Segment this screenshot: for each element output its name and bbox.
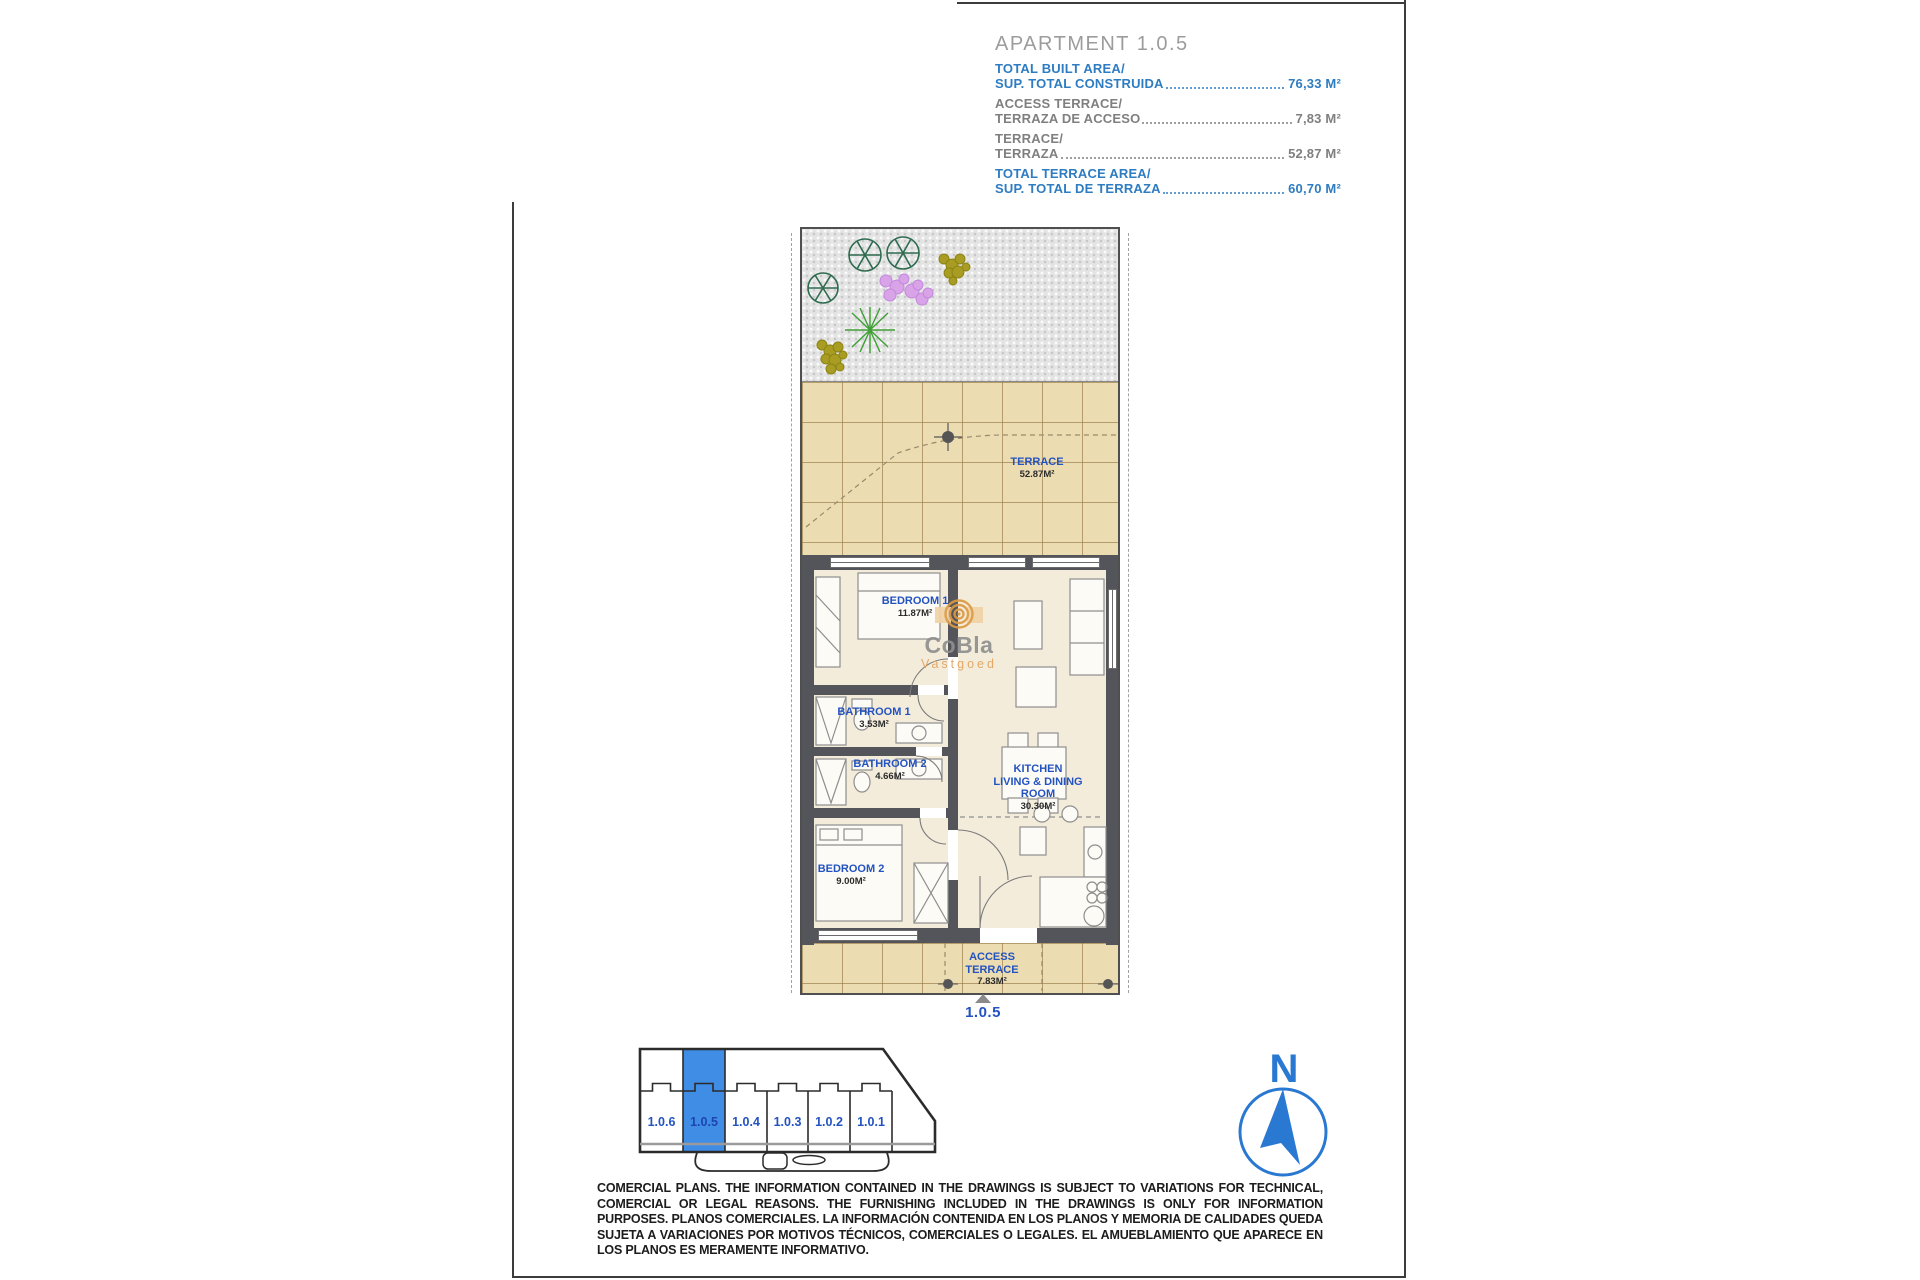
svg-text:1.0.4: 1.0.4: [732, 1115, 760, 1129]
area-label: TOTAL TERRACE AREA/: [995, 166, 1151, 181]
area-row-total-built: [995, 61, 1341, 91]
site-boundary-dash-left: [791, 233, 792, 993]
watermark-subtitle: Vastgoed: [921, 657, 997, 671]
balcony-line: [640, 1084, 892, 1092]
north-arrow: [1227, 1048, 1342, 1180]
page-title: APARTMENT 1.0.5: [995, 33, 1189, 55]
dotted-leader: [1166, 87, 1284, 89]
sofa-icon: [1070, 579, 1104, 675]
watermark-name: CoBla: [924, 632, 994, 658]
coffee-table-icon: [1016, 667, 1056, 707]
unit-cell-103[interactable]: [767, 1091, 808, 1152]
compass-needle-icon: [1260, 1089, 1300, 1165]
area-value: 76,33 M²: [1288, 76, 1341, 91]
room-label-terrace: TERRACE 52.87M²: [1010, 456, 1064, 480]
unit-cell-101[interactable]: [850, 1091, 892, 1152]
kitchen-sink-icon: [1084, 906, 1104, 926]
area-label: TERRACE/: [995, 131, 1064, 146]
driveway: [695, 1153, 889, 1171]
dotted-leader: [1142, 122, 1291, 124]
entrance-marker: [965, 994, 1001, 1021]
area-row-terrace: [995, 131, 1341, 161]
room-label-access-terrace: ACCESS TERRACE 7.83M²: [965, 951, 1019, 987]
unit-number-label: 1.0.5: [965, 1004, 1001, 1021]
unit-cell-104[interactable]: [725, 1091, 767, 1152]
dotted-leader: [1163, 192, 1284, 194]
area-value: 7,83 M²: [1295, 111, 1341, 126]
sheet-border-bottom: [512, 1276, 1406, 1278]
north-label: N: [1269, 1048, 1299, 1091]
svg-text:1.0.1: 1.0.1: [857, 1115, 885, 1129]
title-block: [995, 33, 1341, 201]
entrance-arrow-icon: [975, 994, 991, 1003]
entrance-door-icon: [763, 1153, 787, 1169]
area-row-access-terrace: [995, 96, 1341, 126]
terrace-path: [806, 423, 1116, 527]
area-label-es: SUP. TOTAL CONSTRUIDA: [995, 76, 1164, 91]
dotted-leader: [1061, 157, 1285, 159]
sheet-border-top: [957, 2, 1406, 4]
sheet-border-left: [512, 202, 514, 1278]
oven-icon: [1084, 827, 1106, 877]
area-value: 60,70 M²: [1288, 181, 1341, 196]
area-label: TOTAL BUILT AREA/: [995, 61, 1125, 76]
area-label-es: TERRAZA DE ACCESO: [995, 111, 1141, 126]
svg-text:1.0.6: 1.0.6: [647, 1115, 676, 1129]
building-unit-selector: [635, 1047, 955, 1179]
room-label-bedroom2: BEDROOM 2 9.00M²: [817, 863, 885, 887]
disclaimer-text: COMERCIAL PLANS. THE INFORMATION CONTAINED IN THE DRAWINGS IS SUBJECT TO VARIATIONS FOR TECHNICAL, COMERCIAL OR LEGAL REASONS. THE FURNISHING INCLUDED IN THE DRAWINGS IS ONLY FOR INFORMATION PURPOSES. PLANOS COMERCIALES. LA INFORMACIÓN CONTENIDA EN LOS PLANOS Y MEMORIA DE CALIDADES QUEDA SUJETA A VARIACIONES POR MOTIVOS TÉCNICOS, COMERCIALES O LEGALES. EL AMUEBLAMIENTO QUE APARECE EN LOS PLANOS ES MERAMENTE INFORMATIVO.: [597, 1181, 1323, 1257]
sink-icon: [912, 726, 926, 740]
area-row-total-terrace: [995, 166, 1341, 196]
watermark: [899, 589, 1019, 671]
svg-text:1.0.3: 1.0.3: [773, 1115, 802, 1129]
room-label-kitchen: KITCHEN LIVING & DINING ROOM 30.30M²: [993, 763, 1083, 812]
sheet-border-right: [1404, 0, 1406, 1278]
room-label-bedroom1: BEDROOM 1 11.87M²: [881, 595, 949, 619]
unit-cell-106[interactable]: [640, 1091, 683, 1152]
unit-cell-105[interactable]: [683, 1050, 725, 1152]
unit-cell-102[interactable]: [808, 1091, 850, 1152]
area-value: 52,87 M²: [1288, 146, 1341, 161]
planter-icon: [793, 1156, 825, 1165]
room-label-bathroom2: BATHROOM 2 4.66M²: [853, 758, 927, 782]
svg-text:1.0.2: 1.0.2: [815, 1115, 843, 1129]
svg-text:1.0.5: 1.0.5: [690, 1115, 718, 1129]
site-boundary-dash-right: [1128, 233, 1129, 993]
cobla-logo-icon: [933, 589, 985, 633]
area-label: ACCESS TERRACE/: [995, 96, 1123, 111]
room-label-bathroom1: BATHROOM 1 3.53M²: [837, 706, 911, 730]
area-label-es: TERRAZA: [995, 146, 1059, 161]
area-label-es: SUP. TOTAL DE TERRAZA: [995, 181, 1161, 196]
